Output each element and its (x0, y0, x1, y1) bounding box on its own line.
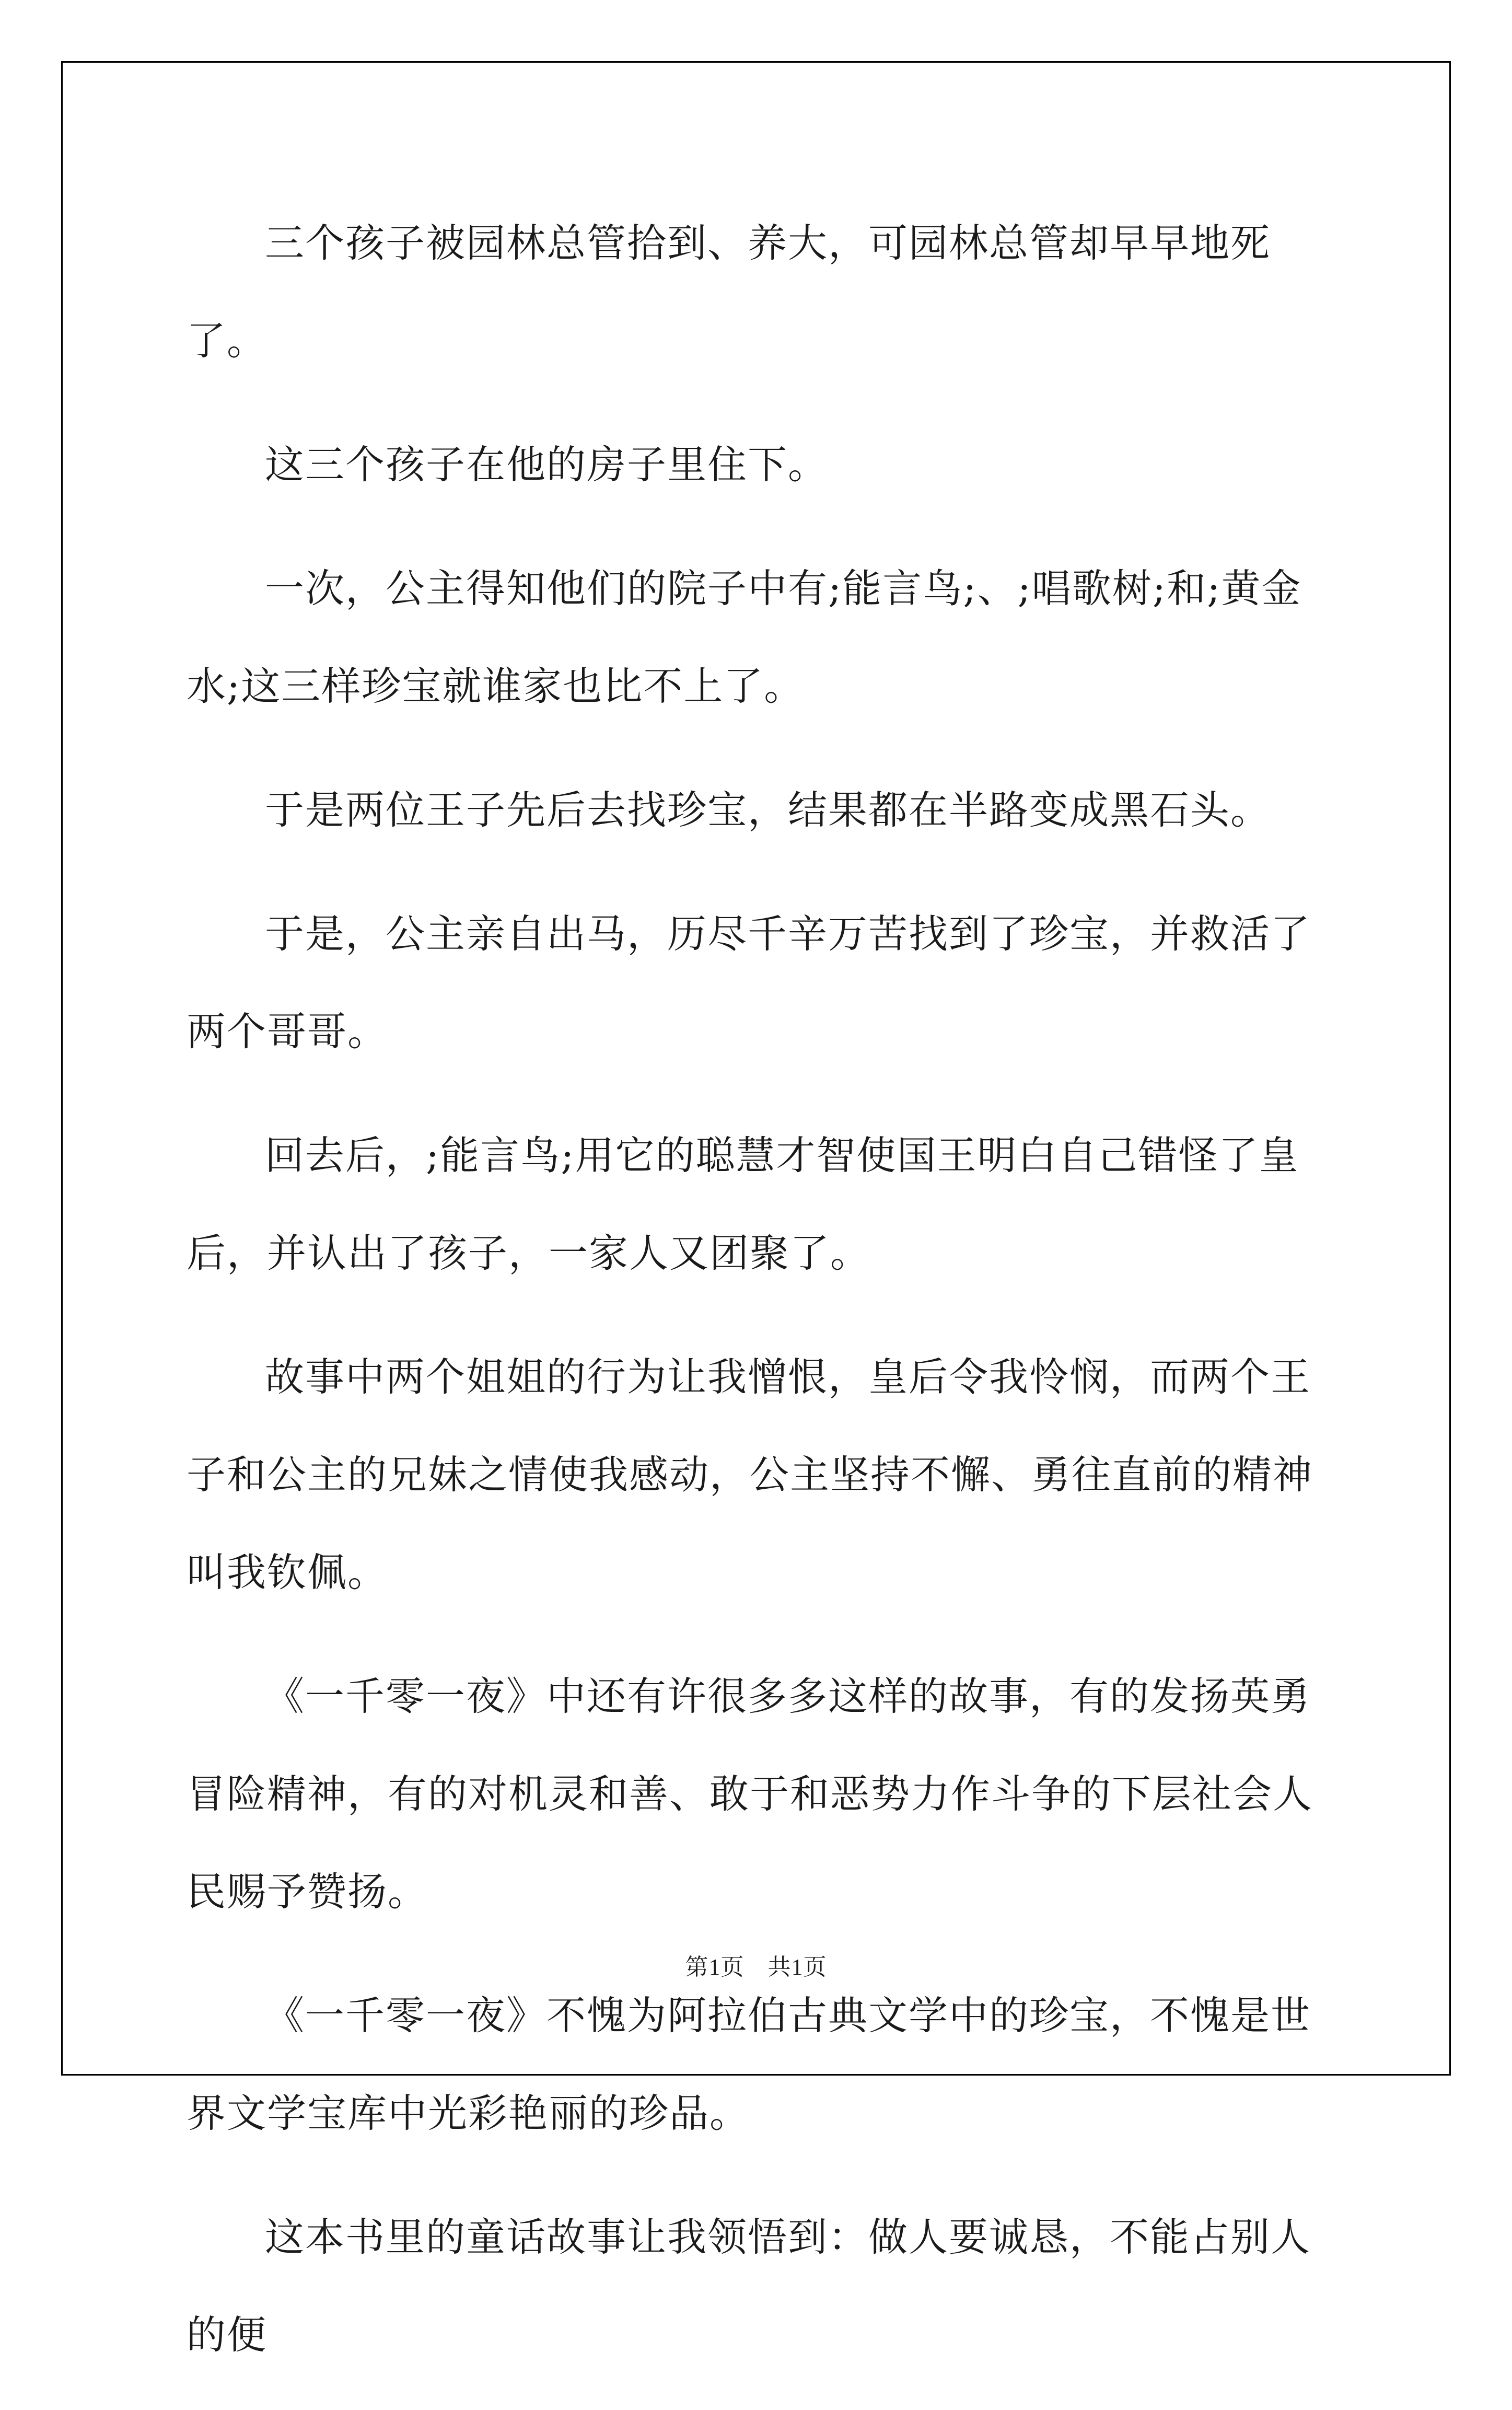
paragraph: 这本书里的童话故事让我领悟到：做人要诚恳，不能占别人的便 (187, 2214, 1311, 2358)
paragraph: 回去后，;能言鸟;用它的聪慧才智使国王明白自己错怪了皇后，并认出了孩子，一家人又团聚了。 (187, 1132, 1299, 1276)
paragraph: 这三个孩子在他的房子里住下。 (265, 442, 829, 488)
paragraph: 三个孩子被园林总管拾到、养大，可园林总管却早早地死了。 (187, 220, 1271, 364)
paragraph: 于是两位王子先后去找珍宝，结果都在半路变成黑石头。 (265, 787, 1271, 833)
paragraph: 故事中两个姐姐的行为让我憎恨，皇后令我怜悯，而两个王子和公主的兄妹之情使我感动，公主坚持不懈、勇往直前的精神叫我钦佩。 (187, 1354, 1313, 1595)
paragraph: 一次，公主得知他们的院子中有;能言鸟;、;唱歌树;和;黄金水;这三样珍宝就谁家也比不上了。 (187, 565, 1302, 709)
paragraph: 《一千零一夜》中还有许很多多这样的故事，有的发扬英勇冒险精神，有的对机灵和善、敢于和恶势力作斗争的下层社会人民赐予赞扬。 (187, 1673, 1313, 1915)
paragraph: 于是，公主亲自出马，历尽千辛万苦找到了珍宝，并救活了两个哥哥。 (187, 911, 1311, 1055)
paragraph: 《一千零一夜》不愧为阿拉伯古典文学中的珍宝，不愧是世界文学宝库中光彩艳丽的珍品。 (187, 1992, 1311, 2136)
document-body (187, 194, 1349, 2410)
page-footer: 第1页 共1页 (685, 1954, 827, 1980)
